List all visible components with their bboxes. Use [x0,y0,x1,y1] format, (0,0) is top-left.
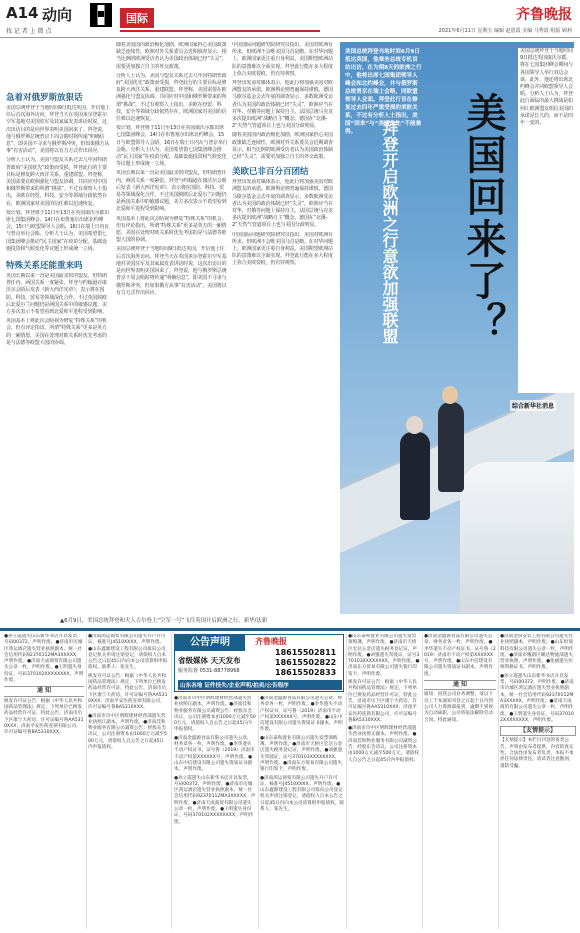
ad-col-3 [174,696,256,929]
banner-logo: 齐鲁晚报 [255,636,287,646]
banner-agency: 省级媒体 天天发布 [178,656,241,665]
ad-col-5 [348,634,420,929]
paragraph: 英国长期以来一直是美国最亲密的盟友，但特朗普任内，两国关系一度紧张。拜登与约翰逊在康沃尔会晤后发表《新大西洋宪章》，表示将在国防、科技、贸易等领域深化合作。不过英国脱欧后北爱尔兰问题仍是两国关系中的敏感议题，美方多次表示不希望看到北爱和平进程受到影响。 [6,273,107,316]
article-col-right: 美国总统拜登于当地时间9日抵达英国康沃尔郡，将在七国集团峰会期间与各国领导人举行双边会谈。此外，他还将出席北约峰会并同欧盟领导人会晤。分析人士认为，拜登此行面临的最大挑战是如何让欧洲盟友相信美国的承诺是长久的，而不是四年一变的。 [518,48,574,393]
qr-code-icon[interactable] [90,3,112,27]
feature-byline: 综合新华社消息 [510,400,556,411]
phone-1: 18615502811 [275,648,337,657]
paragraph: 中国国际问题研究院研究员指出，美国对欧洲有所求，但欧洲不会唯美国马首是瞻。在对华问题上，欧洲国家更注重自身利益，美国期望欧洲站队的意图难以全面实现。拜登此行能在多大程度上弥合美欧裂痕，仍有待观察。 [232,42,333,77]
paragraph: 美国总统拜登于当地时间9日抵达英国，开启他上任后首次海外访问。拜登当天在英国米尔登霍尔空军基地对美国驻军及其家属发表讲话时说，这次出访目的是向世界表明美国回来了。拜登说，他与俄罗斯总统普京下周会晤时将传递“明确信息”，即美国不寻求与俄罗斯冲突，但如果俄方从事“有害活动”，美国将以有力方式作出回应。 [6,105,110,155]
column-rule [422,634,423,929]
paragraph: 美国总统拜登于当地时间9日抵达英国，开启他上任后首次海外访问。拜登当天在英国米尔登霍尔空军基地对美国驻军及其家属发表讲话时说，这次出访目的是向世界表明美国回来了。拜登说，他与俄罗斯总统普京下周会晤时将传递“明确信息”，即美国不寻求与俄罗斯冲突，但如果俄方从事“有害活动”，美国将以有力方式作出回应。 [116,246,227,296]
masthead-logo: 齐鲁晚报 [516,7,572,23]
column-rule [86,634,87,929]
ad-text: ●济南市市中区明辉建材经营部遗失营业执照正副本，声明作废。●济南佳和物业服务有限公司减资公告：经股东会决议，公司注册资本由1000万元减至500万元，请债权人自公告之日起45日内申报债权。 [88,713,167,751]
figure-biden-head [406,416,423,434]
article-col-1 [6,88,110,615]
subhead-1: 急着对俄罗斯放狠话 [6,93,83,103]
notice-heading: 通 知 [424,680,496,690]
ad-col-heading: 通 知 [4,686,84,696]
editor-line: 找 记 者 上 微 点 [6,28,52,35]
ad-text: ●济南金泉安装工程有限公司遗失营业执照副本，声明作废。●山东恒瑞科技有限公司遗失公章一枚，声明作废。●济南市槐荫区顺达物流部遗失营业执照，声明作废。●张丽遗失医师资格证书，声明作废。 [500,634,574,671]
ad-text: ●济南鸿运商贸有限公司遗失开户许可证，核准号J4510XXXX，声明作废。●山东鑫源建设工程有限公司拟向公司登记机关申请注销登记，请债权人自本公告之日起45日内向本公司清算组申报债权。联系人：张先生。 [88,634,168,671]
ad-text: ●济南市市中区明辉建材经营部遗失营业执照正副本，声明作废。●济南佳和物业服务有限公司减资公告：经股东会决议，公司注册资本由1000万元减至500万元，请债权人自公告之日起45日内申报债权。 [174,696,256,733]
ad-text: ●济南金盛源食品有限公司遗失公章、财务章各一枚，声明作废。●李华遗失不动产权证书，证号鲁（2019）济南市不动产权第XXXXXX号，声明作废。●山东中信建设有限公司遗失资质证书副本，声明作废。 [174,735,255,773]
figure-jill [438,402,464,492]
paragraph: 英国长期以来一直是美国最亲密的盟友，但特朗普任内，两国关系一度紧张。拜登与约翰逊在康沃尔会晤后发表《新大西洋宪章》，表示将在国防、科技、贸易等领域深化合作。不过英国脱欧后北爱尔兰问题仍是两国关系中的敏感议题，美方多次表示不希望看到北爱和平进程受到影响。 [116,170,227,213]
ad-text: ●孙立霞遗失山东新华书店开具发票，号码00372，声明作废。●济南市历城区鸿运酒店遗失营业执照副本，统一社会信用代码92370112MA3XXXXX，声明作废。●济南天成商贸有限公司遗失公章一枚，声明作废。●王明遗失身份证，号码370102XXXXXXXX，声明作废。 [4,634,84,684]
paragraph: 拜登出发前对媒体表示，他此行将加强美国对欧洲盟友的承诺。欧洲舆论则普遍保持谨慎。德国马歇尔基金会去年底的调查显示，多数欧洲受访者认为美国的政治体制已经“失灵”，欧洲应当在对华、对俄等问题上保持自主。法国总统马克龙多次提出欧洲“战略自主”概念，德国在“北溪-2”天然气管道项目上也与美国分歧明显。 [232,80,333,130]
paragraph: 拜登出发前对媒体表示，他此行将加强美国对欧洲盟友的承诺。欧洲舆论则普遍保持谨慎。德国马歇尔基金会去年底的调查显示，多数欧洲受访者认为美国的政治体制已经“失灵”，欧洲应当在对华、对俄等问题上保持自主。法国总统马克龙多次提出欧洲“战略自主”概念，德国在“北溪-2”天然气管道项目上也与美国分歧明显。 [232,179,333,229]
ad-text: 【友情提示】本栏目刊登的各类公告、声明由发布者提供，内容的真实性、合法性由发布者负责，本报不承担任何法律责任。请读者注意甄别，谨防受骗。 [500,738,574,769]
phone-2: 18615502822 [275,658,337,667]
page-header [0,0,580,38]
figure-biden [400,432,430,520]
phone-3: 18615502833 [275,668,337,677]
ad-col-6 [424,634,496,929]
ad-text: ●济南金盛源食品有限公司遗失公章、财务章各一枚，声明作废。●李华遗失不动产权证书，证号鲁（2019）济南市不动产权第XXXXXX号，声明作废。●山东中信建设有限公司遗失资质证书副本，声明作废。 [424,634,496,677]
ad-text: ●孙立霞遗失山东新华书店开具发票，号码00372，声明作废。●济南市历城区鸿运酒店遗失营业执照副本，统一社会信用代码92370112MA3XXXXX，声明作废。●济南天成商贸有限公司遗失公章一枚，声明作废。●王明遗失身份证，号码370102XXXXXXXX，声明作废。 [174,775,256,825]
section-name: 动向 [42,6,73,24]
paragraph: 按计划，拜登将于11日至13日在英国康沃尔郡出席七国集团峰会，14日在布鲁塞尔出席北约峰会，15日与欧盟领导人会晤，16日在瑞士日内瓦与普京举行会晤。分析人士认为，美国希望借七国集团峰会推动“民主国家”在疫苗分配、基础设施投资和气候变化等议题上形成统一立场。 [6,209,110,252]
ad-col-1 [4,634,84,929]
tag-underline [120,30,320,32]
ad-col-7 [500,634,576,929]
ad-text: 换发许可证公告：根据《中华人民共和国药品管理法》规定，下列单位已换发药品经营许可证，特此公告。济南市历下区康宁大药房，许可证编号鲁AA5310XXX；济南平安医药连锁有限公司，许可证编号鲁BA5310XXX。 [4,698,84,736]
feature-lead: 美国总统拜登当地时间6月9日抵达英国，他乘坐总统专机首站出访，在为期8天的欧洲之行中，他将出席七国集团领导人峰会和北约峰会，并与俄罗斯总统普京在瑞士会晤，同欧盟领导人会面。拜登此行旨在修复过去四年严重受损的美欧关系，不过有分析人士指出，美国“回来”与“美国优先”不能兼得。 [345,49,422,135]
paragraph: 英国基本上将此次会晤视为修复“特殊关系”的机会。但有评论指出，所谓“特殊关系”更多是英方的一厢情愿，美国在处理对欧关系时优先考虑的是与法德等欧盟大国的协调。 [116,215,227,244]
paragraph: 随着美国国内政治极化加剧，欧洲国家担心美国政策缺乏连续性。欧洲对外关系委员会近期调查显示，相当比例的欧洲受访者认为美国政治体制已经“失灵”，需要更加独立自主的外交政策。 [232,132,333,161]
aircraft-body [460,462,574,614]
figure-jill-head [442,386,458,404]
ad-text: 换发许可证公告：根据《中华人民共和国药品管理法》规定，下列单位已换发药品经营许可证，特此公告。济南市历下区康宁大药房，许可证编号鲁AA5310XXX；济南平安医药连锁有限公司，许可证编号鲁BA5310XXX。 [348,680,417,723]
article-col-2 [116,42,228,614]
column-rule [498,634,499,929]
ad-text: ●孙立霞遗失山东新华书店开具发票，号码00372，声明作废。●济南市历城区鸿运酒店遗失营业执照副本，统一社会信用代码92370112MA3XXXXX，声明作废。●济南天成商贸有限公司遗失公章一枚，声明作废。●王明遗失身份证，号码370102XXXXXXXX，声明作废。 [500,673,574,723]
paragraph: 英国基本上将此次会晤视为修复“特殊关系”的机会。但有评论指出，所谓“特殊关系”更多是英方的一厢情愿，美国在处理对欧关系时优先考虑的是与法德等欧盟大国的协调。 [6,318,107,346]
banner-sub: 山东各地 证件挂失/企业声明/拍卖/公告程序 [178,680,342,690]
ad-col-4 [260,696,344,929]
column-rule [171,634,172,929]
ad-text: ●山东泰和置业有限公司遗失发票领购簿，声明作废。●济南市天桥区宏达五金店遗失税务登记证，声明作废。●刘强遗失驾驶证，证号370103XXXXXXXX，声明作废。●济南东方贸易有限公司遗失银行印鉴卡，声明作废。 [260,735,343,773]
paragraph: 按计划，拜登将于11日至13日在英国康沃尔郡出席七国集团峰会，14日在布鲁塞尔出席北约峰会，15日与欧盟领导人会晤，16日在瑞士日内瓦与普京举行会晤。分析人士认为，美国希望借七国集团峰会推动“民主国家”在疫苗分配、基础设施投资和气候变化等议题上形成统一立场。 [116,125,228,168]
ad-text: ●济南鸿运商贸有限公司遗失开户许可证，核准号J4510XXXX，声明作废。●山东鑫源建设工程有限公司拟向公司登记机关申请注销登记，请债权人自本公告之日起45日内向本公司清算组申报债权。联系人：张先生。 [260,775,344,813]
tip-heading: 【友情提示】 [500,726,576,736]
ad-text: ●山东泰和置业有限公司遗失发票领购簿，声明作废。●济南市天桥区宏达五金店遗失税务登记证，声明作废。●刘强遗失驾驶证，证号370103XXXXXXXX，声明作废。●济南东方贸易有限公司遗失银行印鉴卡，声明作废。 [348,634,420,677]
banner-title: 公告声明 [175,635,245,651]
ad-text: 通知：因我公司业务调整，请以下员工于本通知刊登之日起十日内到公司人力资源部报到，逾期不到视为自动离职，公司将依法解除劳动合同。特此通知。 [424,692,493,723]
ad-text: 换发许可证公告：根据《中华人民共和国药品管理法》规定，下列单位已换发药品经营许可证，特此公告。济南市历下区康宁大药房，许可证编号鲁AA5310XXX；济南平安医药连锁有限公司，许可证编号鲁BA5310XXX。 [88,673,168,711]
paragraph: 分析人士认为，美国与盟友关系过去几年因特朗普政府“美国优先”政策而受损，拜登此行的主要目标是修复跨大西洋关系，重建联盟。拜登称，美国需要在欧洲强化与盟友协调，共同应对中国和俄罗斯带来的所谓“挑战”。不过有观察人士指出，美欧在经贸、科技、安全等领域分歧依然存在，欧洲国家对美国的信任难以迅速恢复。 [116,72,227,123]
section-tag: 国际 [120,8,154,28]
photo-caption: ▲6月9日，美国总统拜登和夫人吉尔登上“空军一号”飞往英国开启欧洲之行。新华/法新 [60,618,268,624]
feature-headline: 美国回来了？ [460,92,507,344]
subhead-2: 特殊关系还能重来吗 [6,261,83,272]
paragraph: 随着美国国内政治极化加剧，欧洲国家担心美国政策缺乏连续性。欧洲对外关系委员会近期调查显示，相当比例的欧洲受访者认为美国政治体制已经“失灵”，需要更加独立自主的外交政策。 [116,42,227,70]
paragraph: 中国国际问题研究院研究员指出，美国对欧洲有所求，但欧洲不会唯美国马首是瞻。在对华问题上，欧洲国家更注重自身利益，美国期望欧洲站队的意图难以全面实现。拜登此行能在多大程度上弥合美欧裂痕，仍有待观察。 [232,231,333,267]
paragraph: 分析人士认为，美国与盟友关系过去几年因特朗普政府“美国优先”政策而受损，拜登此行的主要目标是修复跨大西洋关系，重建联盟。拜登称，美国需要在欧洲强化与盟友协调，共同应对中国和俄罗斯带来的所谓“挑战”。不过有观察人士指出，美欧在经贸、科技、安全等领域分歧依然存在，欧洲国家对美国的信任难以迅速恢复。 [6,157,107,207]
date-line: 2021年6月11日 星期五 编辑 赵恩霞 美编 马秀霞 组版 顾莉 [438,28,572,34]
ad-banner [174,634,344,692]
ad-text: ●济南金盛源食品有限公司遗失公章、财务章各一枚，声明作废。●李华遗失不动产权证书，证号鲁（2019）济南市不动产权第XXXXXX号，声明作废。●山东中信建设有限公司遗失资质证书副本，声明作废。 [260,696,343,733]
feature-subheadline: 拜登开启欧洲之行意欲加强联盟 [380,120,399,344]
article-col-3 [232,42,336,614]
ad-text: ●济南市市中区明辉建材经营部遗失营业执照正副本，声明作废。●济南佳和物业服务有限公司减资公告：经股东会决议，公司注册资本由1000万元减至500万元，请债权人自公告之日起45日内申报债权。 [348,726,419,763]
column-rule [258,696,259,929]
ads-divider [0,628,580,631]
subhead-3: 美欧已非百分百团结 [232,167,309,178]
column-rule [346,634,347,929]
page-number: A14 [6,4,39,22]
banner-service: 服务监督 0531-88778968 [178,668,240,674]
ad-col-2 [88,634,168,929]
